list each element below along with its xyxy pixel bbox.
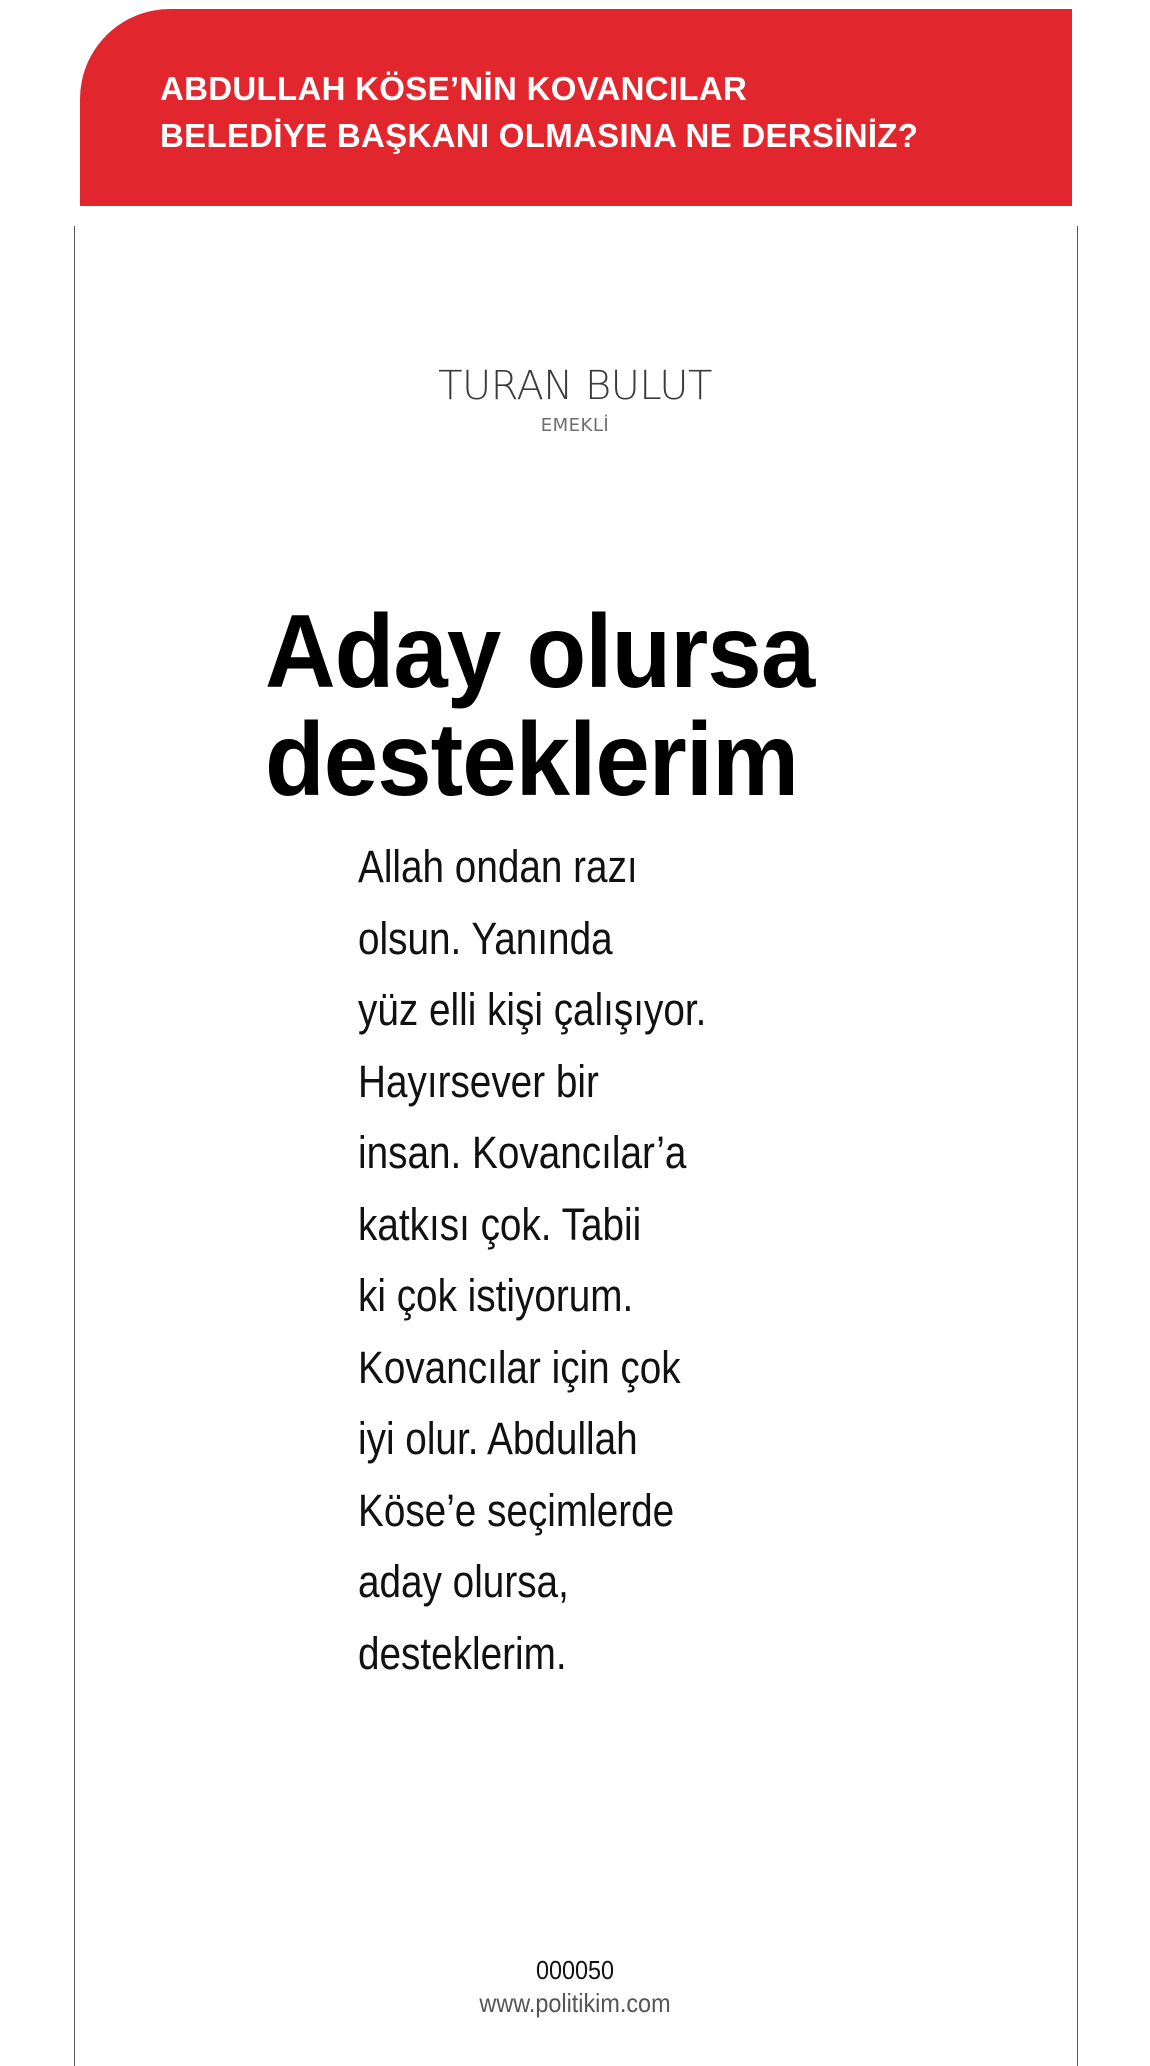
body-line: insan. Kovancılar’a [358,1127,687,1178]
banner-line: BELEDİYE BAŞKANI OLMASINA NE DERSİNİZ? [160,117,919,154]
body-line: katkısı çok. Tabii [358,1198,642,1250]
person-name: TURAN BULUT [438,363,712,409]
site-url: www.politikim.com [479,1988,671,2018]
body-line: olsun. Yanında [358,912,613,964]
body-line: Köse’e seçimlerde [358,1484,675,1536]
body-line: iyi olur. Abdullah [358,1413,638,1464]
person-title: EMEKLİ [540,415,610,436]
body-line: desteklerim. [358,1627,567,1679]
body-line: Hayırsever bir [358,1055,599,1107]
left-border-rule [74,226,75,2066]
quote-body [358,831,706,1689]
body-line: aday olursa, [358,1556,569,1607]
body-line: yüz elli kişi çalışıyor. [358,984,707,1035]
body-line: Kovancılar için çok [358,1341,681,1393]
person-block [0,360,1150,438]
headline [265,594,815,818]
headline-line: desteklerim [265,702,799,818]
page-code: 000050 [535,1955,615,1985]
right-border-rule [1077,226,1078,2066]
body-line: ki çok istiyorum. [358,1270,634,1321]
question-banner [80,9,1072,206]
banner-question [160,65,918,159]
banner-line: ABDULLAH KÖSE’NİN KOVANCILAR [160,70,748,107]
headline-line: Aday olursa [265,594,815,710]
footer [0,1954,1150,2020]
body-line: Allah ondan razı [358,841,638,892]
